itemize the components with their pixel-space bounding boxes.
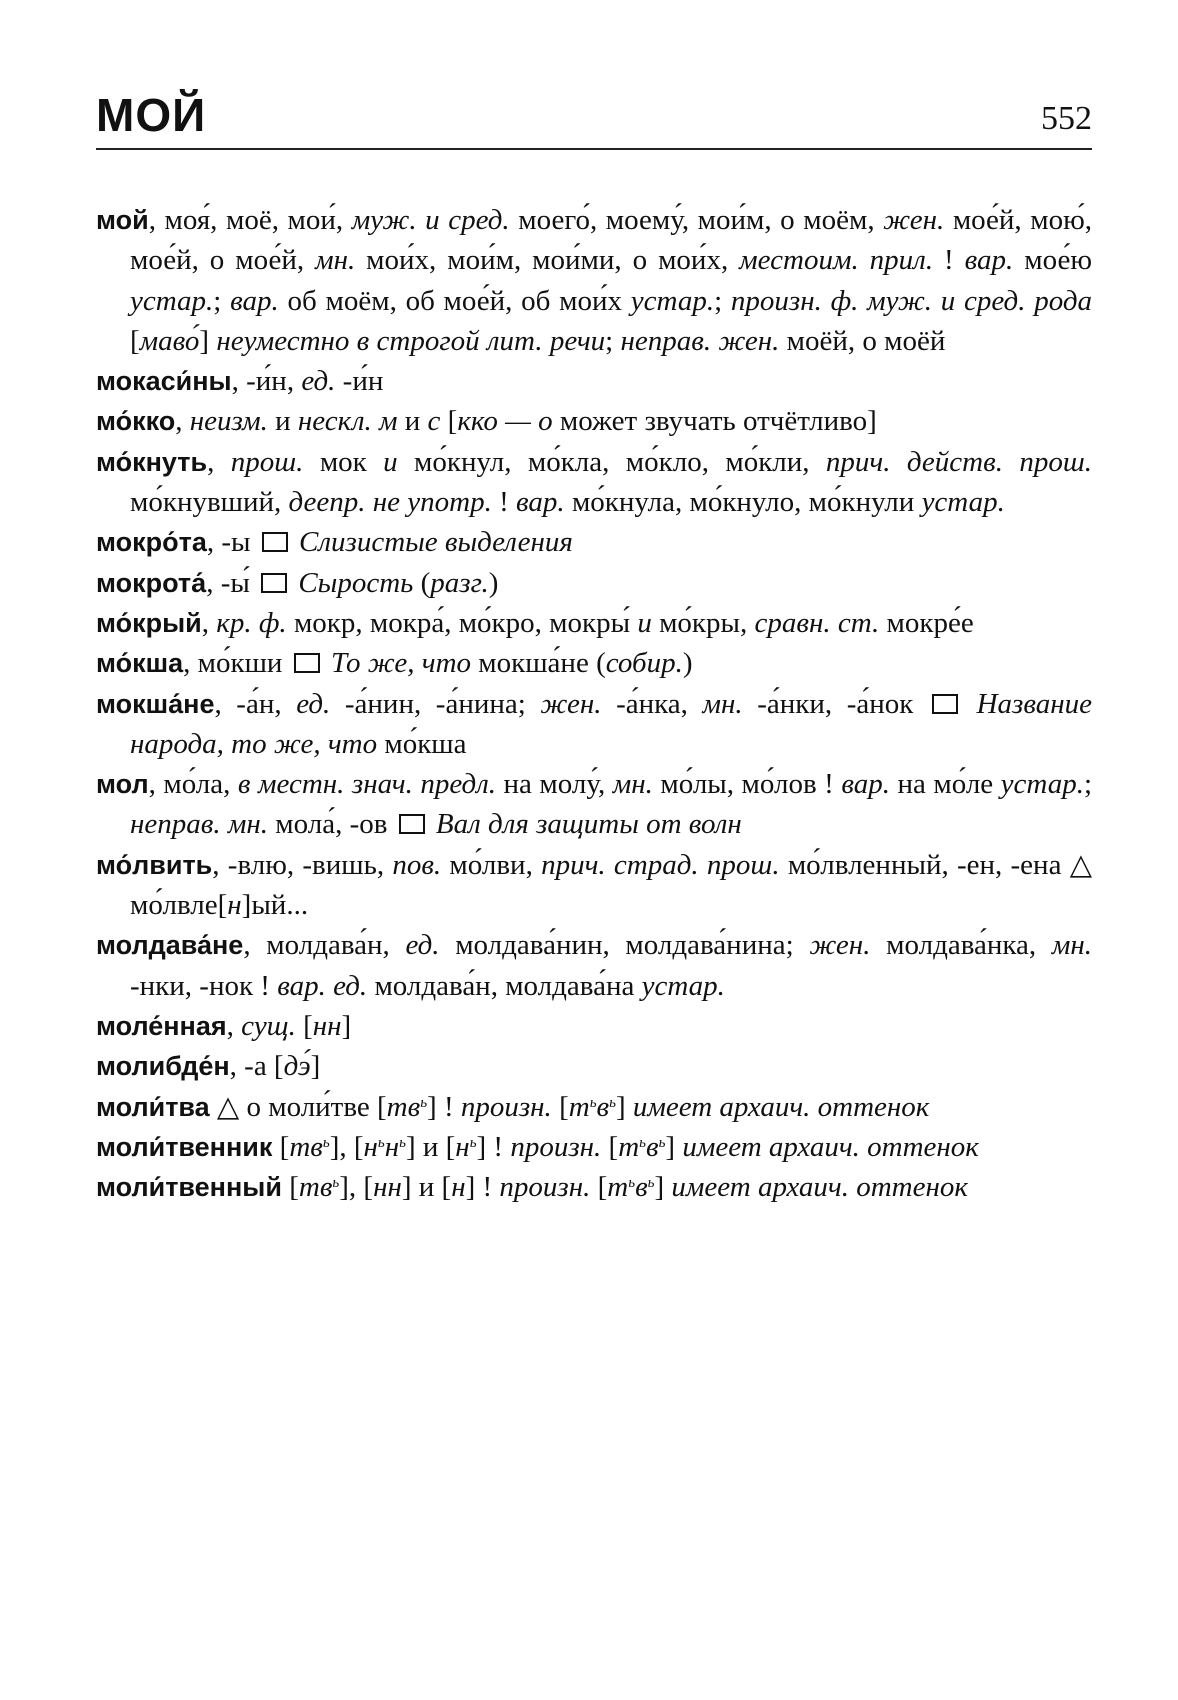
- soft-sign-superscript: ь: [639, 1134, 646, 1151]
- entry-headword: мой: [96, 205, 149, 235]
- entry-text: может звучать отчётливо]: [552, 405, 877, 438]
- entry-label: прич. действ. прош.: [825, 445, 1092, 478]
- entry-label: кко — о: [457, 405, 553, 438]
- dictionary-entry: [96, 643, 1092, 683]
- soft-sign-superscript: ь: [628, 1175, 636, 1192]
- soft-sign-superscript: ь: [377, 1134, 385, 1151]
- entry-text: мо́кры,: [651, 606, 755, 639]
- page-header: [96, 86, 1092, 150]
- entry-text: !: [491, 486, 517, 519]
- entry-text: ] !: [427, 1090, 461, 1123]
- entry-label: и: [637, 606, 652, 639]
- entry-headword: мо́кнуть: [96, 446, 208, 477]
- dictionary-entry: [96, 563, 1092, 603]
- entry-text: ]: [199, 324, 217, 357]
- entry-label: сравн. ст.: [754, 606, 880, 639]
- entry-label: прич. страд. прош.: [541, 848, 780, 881]
- entry-headword: моли́твенник: [96, 1131, 273, 1162]
- entry-label: дэ́: [283, 1050, 311, 1083]
- soft-sign-superscript: ь: [322, 1134, 330, 1151]
- entry-text: моего́, моему́, мои́м, о моём,: [509, 204, 884, 236]
- entry-label: маво́: [139, 324, 200, 357]
- page-number: 552: [1041, 100, 1092, 137]
- entry-label: произн. ф. муж. и сред. рода: [730, 284, 1093, 317]
- entry-text: мола́, -ов: [268, 808, 395, 841]
- entry-text: мое́й, мою́, мое́й, о мое́й,: [130, 204, 1092, 277]
- entry-text: ]: [341, 1009, 352, 1042]
- dictionary-entry: [96, 925, 1092, 1006]
- dictionary-entry: [96, 684, 1092, 765]
- entry-label: имеет архаич. оттенок: [671, 1171, 968, 1204]
- entry-label: мн.: [1051, 929, 1092, 962]
- entry-text: ] и [: [405, 1130, 456, 1163]
- entry-label: в местн. знач. предл.: [237, 768, 497, 801]
- entry-label: неправ. мн.: [130, 808, 268, 841]
- entry-label: устар.: [641, 969, 725, 1002]
- entry-label: жен.: [809, 929, 871, 962]
- entry-label: неуместно в строгой лит. речи: [216, 324, 606, 357]
- entry-text: на молу́,: [496, 768, 613, 801]
- entry-text: △ о моли́тве [: [209, 1090, 387, 1123]
- running-headword: МОЙ: [96, 89, 207, 141]
- entry-text: ,: [201, 606, 217, 639]
- entry-label: устар.: [630, 284, 715, 317]
- entry-label: мн.: [612, 768, 653, 801]
- entry-label: имеет архаич. оттенок: [632, 1090, 930, 1123]
- entry-label: н: [455, 1130, 470, 1163]
- entry-text: мо́лви,: [441, 848, 542, 881]
- dictionary-entry: [96, 442, 1092, 523]
- entry-text: мои́х, мои́м, мои́ми, о мои́х,: [355, 244, 740, 277]
- entry-text: мокр, мокра́, мо́кро, мокры́: [286, 606, 638, 639]
- dictionary-entry: [96, 200, 1092, 361]
- entry-label: ед.: [405, 929, 440, 962]
- entry-text: ,: [207, 445, 231, 478]
- entry-text: [372, 405, 379, 437]
- entry-text: , -ы: [206, 526, 258, 559]
- entry-text: [: [601, 1130, 619, 1163]
- soft-sign-superscript: ь: [399, 1134, 406, 1151]
- entry-label: нескл.: [297, 405, 372, 438]
- entry-text: , -а [: [229, 1050, 284, 1083]
- entry-text: ], [: [339, 1171, 374, 1204]
- entry-text: [: [551, 1090, 569, 1123]
- entry-text: [: [130, 324, 140, 357]
- entry-text: ]: [665, 1130, 683, 1163]
- entry-label: жен.: [883, 204, 945, 236]
- entry-text: молдава́нка,: [870, 929, 1052, 962]
- dictionary-entry: [96, 1167, 1092, 1207]
- entry-label: произн.: [510, 1130, 602, 1163]
- entry-text: мо́кша: [377, 727, 467, 760]
- entry-text: мокре́е: [879, 606, 974, 639]
- dictionary-entry: [96, 764, 1092, 845]
- entry-label: вар.: [841, 768, 890, 801]
- entry-headword: мо́кша: [96, 648, 184, 679]
- entry-text: на мо́ле: [889, 768, 1001, 801]
- dictionary-entry: [96, 1087, 1092, 1127]
- entry-text: , молдава́н,: [243, 929, 406, 962]
- entry-label: тв: [289, 1130, 323, 1163]
- entry-text: ], [: [329, 1130, 364, 1163]
- soft-sign-superscript: ь: [658, 1134, 666, 1151]
- entry-label: Сырость: [291, 566, 414, 599]
- entry-label: вар.: [516, 486, 565, 519]
- dictionary-entry: [96, 1127, 1092, 1167]
- entry-headword: мо́кко: [96, 406, 176, 437]
- entry-text: -а́нин, -а́нина;: [330, 687, 541, 720]
- entry-label: Название народа, то же, что: [130, 687, 1092, 760]
- soft-sign-superscript: ь: [647, 1175, 655, 1192]
- dictionary-entry: [96, 522, 1092, 562]
- entry-text: , -влю, -вишь,: [212, 848, 393, 881]
- entry-text: мое́ю: [1013, 244, 1092, 277]
- entry-text: ;: [213, 284, 231, 317]
- dictionary-entry: [96, 1006, 1092, 1046]
- soft-sign-superscript: ь: [589, 1094, 597, 1111]
- definition-box-icon: [261, 573, 287, 593]
- entry-headword: мокро́та: [96, 527, 207, 558]
- entry-headword: мо́крый: [96, 607, 202, 638]
- entry-text: , -и́н,: [231, 365, 302, 398]
- definition-box-icon: [262, 532, 288, 552]
- entry-text: ): [682, 647, 693, 680]
- definition-box-icon: [932, 694, 958, 714]
- entry-text: моёй, о моёй: [779, 324, 946, 357]
- entry-label: ед.: [296, 687, 331, 720]
- entry-label: и: [383, 445, 398, 478]
- dictionary-entry: [96, 603, 1092, 643]
- entry-label: муж. и сред.: [351, 204, 510, 236]
- entry-text: ] !: [476, 1130, 511, 1163]
- entry-text: мо́лы, мо́лов !: [652, 768, 842, 801]
- entry-text: и: [267, 405, 298, 438]
- entry-text: , -а́н,: [214, 687, 297, 720]
- entry-label: собир.: [605, 647, 683, 680]
- soft-sign-superscript: ь: [420, 1094, 428, 1111]
- entry-label: разг.: [430, 566, 489, 599]
- entry-label: деепр. не употр.: [288, 486, 492, 519]
- entry-label: т: [618, 1130, 640, 1163]
- entry-headword: моле́нная: [96, 1010, 227, 1041]
- entry-text: мок: [303, 445, 384, 478]
- entry-label: произн.: [460, 1090, 552, 1123]
- definition-box-icon: [294, 653, 320, 673]
- entry-text: ;: [1083, 768, 1093, 801]
- entry-label: т: [607, 1171, 629, 1204]
- entry-text: ;: [714, 284, 731, 317]
- entry-label: вар. ед.: [277, 969, 368, 1002]
- entry-text: ]: [310, 1050, 321, 1083]
- entry-text: , моя́, моё, мои́,: [148, 204, 352, 236]
- entry-text: ,: [175, 405, 190, 438]
- entry-label: в: [635, 1171, 648, 1204]
- entry-text: мо́кнула, мо́кнуло, мо́кнули: [564, 486, 922, 519]
- entry-label: ед.: [301, 365, 336, 398]
- entry-text: мо́кнувший,: [130, 486, 289, 519]
- entry-label: прош.: [230, 445, 304, 478]
- dictionary-entry: [96, 361, 1092, 401]
- entry-headword: молдава́не: [96, 930, 244, 961]
- entry-text: [: [440, 405, 458, 438]
- entry-label: нн: [312, 1009, 342, 1042]
- entry-text: ] и [: [401, 1171, 452, 1204]
- entry-label: устар.: [921, 486, 1005, 519]
- dictionary-entry: [96, 845, 1092, 926]
- entry-text: ,: [226, 1009, 242, 1042]
- entry-label: произн.: [499, 1171, 591, 1204]
- entry-label: неизм.: [189, 405, 268, 438]
- entry-headword: мокаси́ны: [96, 366, 232, 397]
- entry-text: [: [272, 1130, 290, 1163]
- entry-text: ] !: [465, 1171, 500, 1204]
- entry-text: ]: [615, 1090, 633, 1123]
- entry-label: н: [227, 889, 242, 922]
- entry-label: сущ.: [241, 1009, 296, 1042]
- entry-text: , мо́ла,: [148, 768, 238, 801]
- entry-label: н: [363, 1130, 378, 1163]
- entry-headword: мокрота́: [96, 567, 207, 598]
- entry-label: в: [596, 1090, 610, 1123]
- entry-text: и: [397, 405, 428, 438]
- entry-label: пов.: [392, 848, 442, 881]
- entry-label: в: [646, 1130, 659, 1163]
- dictionary-entry: [96, 401, 1092, 441]
- entry-text: мокша́не (: [471, 647, 606, 680]
- entry-headword: мол: [96, 769, 149, 800]
- entry-headword: моли́тва: [96, 1091, 210, 1122]
- dictionary-entries: [96, 200, 1092, 1207]
- entry-headword: моли́твенный: [96, 1172, 282, 1203]
- entry-text: (: [413, 566, 431, 599]
- entry-headword: мо́лвить: [96, 849, 213, 880]
- entry-label: т: [568, 1090, 590, 1123]
- soft-sign-superscript: ь: [609, 1094, 616, 1111]
- entry-text: [: [590, 1171, 608, 1204]
- entry-text: молдава́нин, молдава́нина;: [439, 929, 810, 962]
- entry-label: тв: [386, 1090, 421, 1123]
- entry-text: мо́лвленный, -ен, -ена △ мо́лвле[: [130, 848, 1093, 922]
- entry-text: молдава́н, молдава́на: [367, 969, 642, 1002]
- entry-label: н: [384, 1130, 400, 1163]
- entry-text: , мо́кши: [183, 647, 290, 680]
- entry-text: -нки, -нок !: [130, 969, 278, 1002]
- entry-text: , -ы́: [206, 566, 258, 599]
- entry-label: устар.: [1000, 768, 1084, 801]
- entry-label: местоим. прил.: [739, 244, 934, 277]
- entry-text: [: [295, 1009, 313, 1042]
- entry-text: !: [933, 244, 965, 277]
- entry-label: То же, что: [323, 647, 472, 680]
- soft-sign-superscript: ь: [332, 1175, 340, 1192]
- entry-label: тв: [298, 1171, 333, 1204]
- entry-label: мн.: [315, 244, 356, 277]
- entry-label: жен.: [540, 687, 602, 720]
- entry-text: -а́нки, -а́нок: [742, 687, 928, 720]
- entry-label: неправ. жен.: [620, 324, 780, 357]
- entry-text: [: [281, 1171, 299, 1204]
- entry-label: с: [427, 405, 441, 438]
- entry-text: -и́н: [335, 365, 384, 398]
- entry-text: ): [488, 566, 499, 599]
- soft-sign-superscript: ь: [469, 1134, 477, 1151]
- entry-label: имеет архаич. оттенок: [682, 1130, 979, 1163]
- entry-text: ]ый...: [241, 889, 309, 922]
- entry-text: -а́нка,: [601, 687, 703, 720]
- entry-text: ]: [654, 1171, 672, 1204]
- entry-label: нн: [373, 1171, 402, 1204]
- definition-box-icon: [399, 814, 425, 834]
- entry-text: ;: [605, 324, 621, 357]
- entry-label: Вал для защиты от волн: [428, 808, 742, 841]
- entry-label: м: [378, 405, 398, 438]
- entry-label: н: [451, 1171, 466, 1204]
- entry-label: устар.: [130, 284, 214, 317]
- entry-label: мн.: [702, 687, 743, 720]
- entry-label: вар.: [230, 284, 279, 317]
- entry-headword: молибде́н: [96, 1051, 230, 1082]
- entry-label: Слизистые выделения: [291, 526, 573, 559]
- entry-text: об моём, об мое́й, об мои́х: [278, 284, 631, 317]
- entry-headword: мокша́не: [96, 688, 215, 719]
- entry-label: кр. ф.: [216, 606, 287, 639]
- entry-text: мо́кнул, мо́кла, мо́кло, мо́кли,: [397, 445, 826, 478]
- entry-label: вар.: [964, 244, 1014, 277]
- dictionary-entry: [96, 1046, 1092, 1086]
